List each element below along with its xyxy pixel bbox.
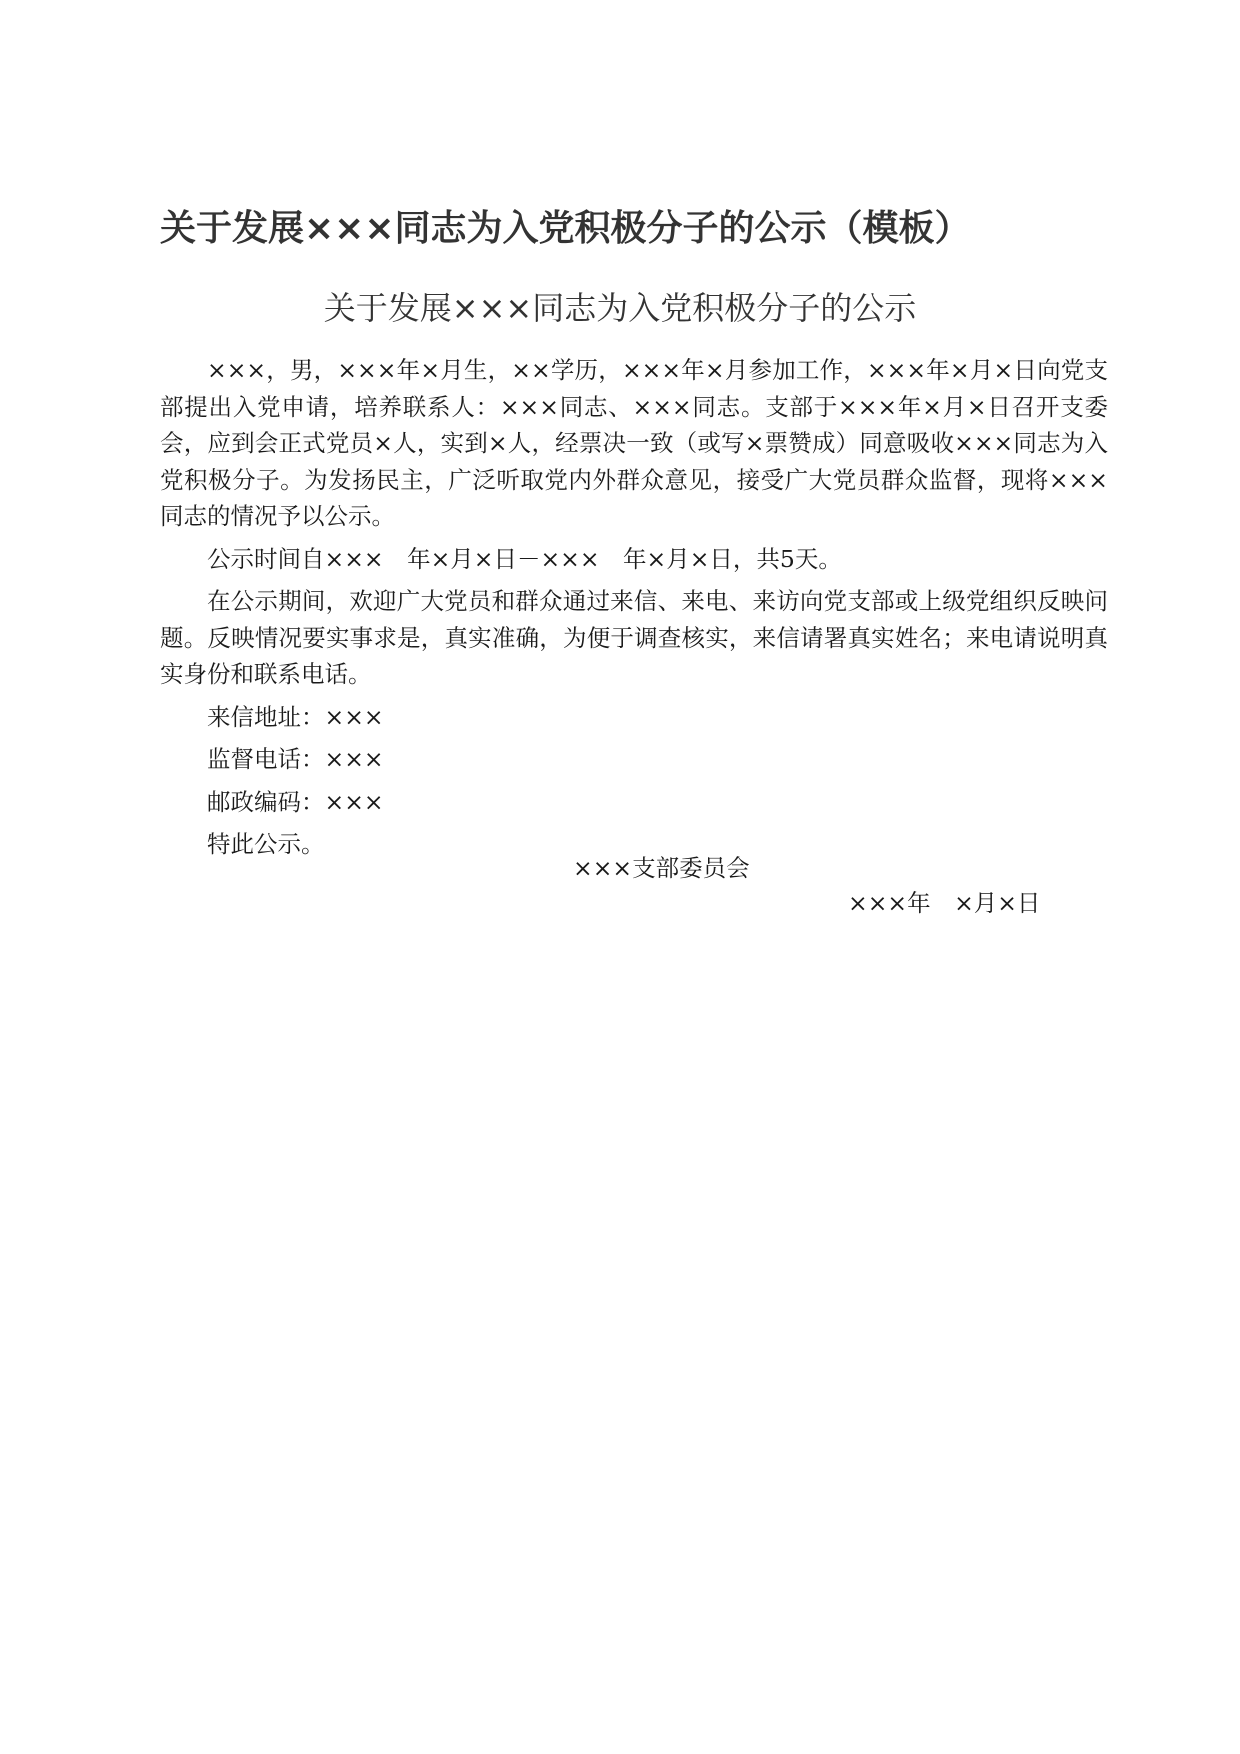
signature-date: ×××年 ×月×日 xyxy=(848,889,1041,917)
contact-phone: 监督电话：××× xyxy=(207,745,384,773)
contact-postcode: 邮政编码：××× xyxy=(207,787,384,816)
closing-statement: 特此公示。 xyxy=(207,830,325,858)
signature-committee: ×××支部委员会 xyxy=(573,854,750,882)
document-title: 关于发展×××同志为入党积极分子的公示（模板） xyxy=(160,208,971,249)
notice-body xyxy=(160,352,1108,869)
notice-heading: 关于发展×××同志为入党积极分子的公示 xyxy=(323,289,917,327)
body-paragraph-period: 公示时间自××× 年×月×日－××× 年×月×日，共5天。 xyxy=(207,544,842,573)
body-paragraph-intro: ×××，男，×××年×月生，××学历，×××年×月参加工作，×××年×月×日向党支部提出入党申请，培养联系人：×××同志、×××同志。支部于×××年×月×日召开支委会，应到会正式党员×人，实到×人，经票决一致（或写×票赞成）同意吸收×××同志为入党积极分子。为发扬民主，广泛听取党内外群众意见，接受广大党员群众监督，现将×××同志的情况予以公示。 xyxy=(160,356,1108,530)
contact-address: 来信地址：××× xyxy=(207,702,384,731)
body-paragraph-feedback: 在公示期间，欢迎广大党员和群众通过来信、来电、来访向党支部或上级党组织反映问题。反映情况要实事求是，真实准确，为便于调查核实，来信请署真实姓名；来电请说明真实身份和联系电话。 xyxy=(160,587,1108,688)
